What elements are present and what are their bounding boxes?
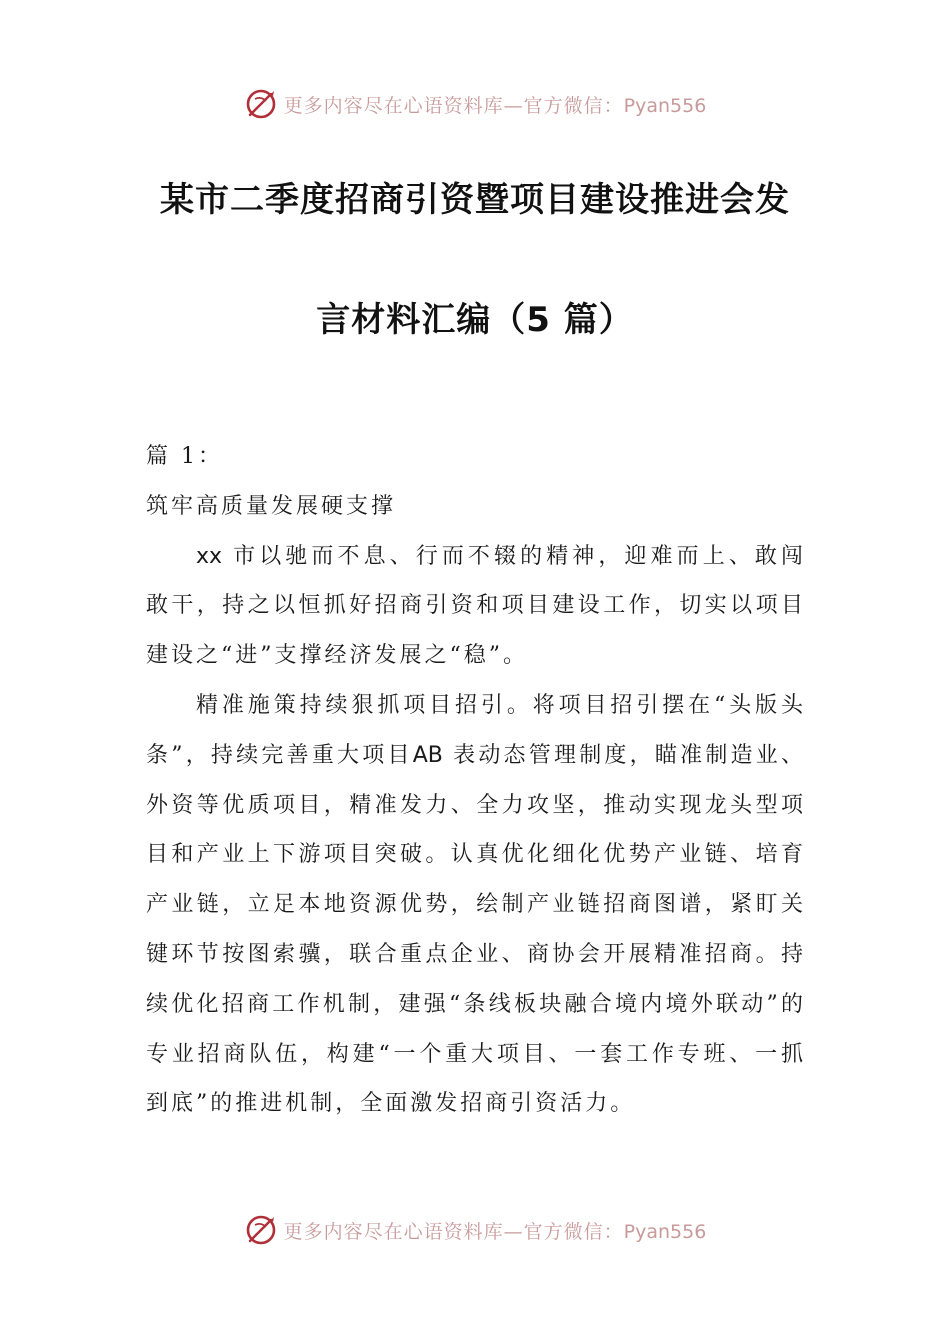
paragraph-2-ab: AB: [412, 742, 443, 768]
paragraph-2-text-b: 表动态管理制度，瞄准制造业、外资等优质项目，精准发力、全力攻坚，推动实现龙头型项目和产业上下游项目突破。认真优化细化优势产业链、培育产业链，立足本地资源优势，绘制产业链招商图谱，紧盯关键环节按图索骥，联合重点企业、商协会开展精准招商。持续优化招商工作机制，建强“条线板块融合境内境外联动”的专业招商队伍，构建“一个重大项目、一套工作专班、一抓到底”的推进机制，全面激发招商引资活力。: [146, 742, 807, 1117]
paragraph-1-prefix: xx: [196, 543, 223, 569]
document-title-line-1: 某市二季度招商引资暨项目建设推进会发: [160, 180, 790, 220]
section-subtitle: 筑牢高质量发展硬支撑: [146, 493, 397, 519]
watermark-wechat-id: Pyan556: [623, 1220, 707, 1243]
section-label: 篇 1：: [146, 444, 223, 469]
paragraph-1-text: 市以驰而不息、行而不辍的精神，迎难而上、敢闯敢干，持之以恒抓好招商引资和项目建设工作，切实以项目建设之“进”支撑经济发展之“稳”。: [146, 543, 806, 669]
brand-logo-icon: [244, 87, 278, 121]
paragraph-1: [146, 532, 806, 681]
document-body: [146, 432, 806, 1129]
brand-logo-icon: [244, 1213, 278, 1247]
paragraph-2-text-a: 精准施策持续狠抓项目招引。将项目招引摆在“头版头条”，持续完善重大项目: [146, 692, 806, 768]
watermark-text: 更多内容尽在心语资料库—官方微信：Pyan556: [283, 1220, 707, 1243]
footer-watermark: [0, 1208, 950, 1252]
document-title-line-2: 言材料汇编（5 篇）: [316, 300, 634, 340]
watermark-wechat-id: Pyan556: [623, 94, 707, 117]
header-watermark: [0, 82, 950, 126]
watermark-text: 更多内容尽在心语资料库—官方微信：Pyan556: [283, 94, 707, 117]
paragraph-2: [146, 681, 806, 1129]
